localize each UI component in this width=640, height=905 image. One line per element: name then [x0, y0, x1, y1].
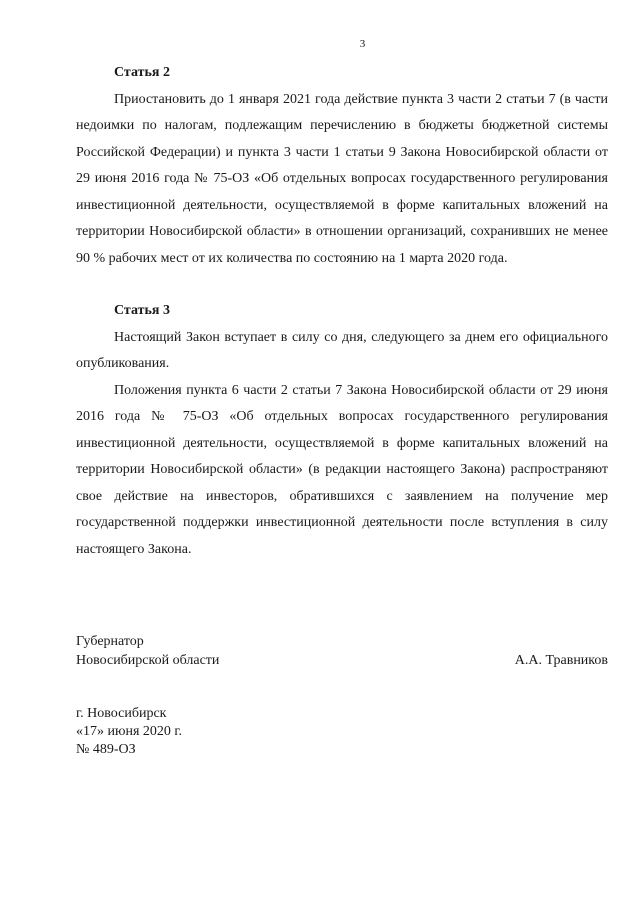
footer-date: «17» июня 2020 г. [76, 724, 183, 739]
article-2-heading: Статья 2 [114, 65, 170, 80]
document-footer [76, 705, 182, 759]
footer-city: г. Новосибирск [76, 706, 167, 721]
footer-law-number: № 489-ОЗ [76, 742, 136, 757]
signature-row [76, 651, 608, 670]
article-2-text: Приостановить до 1 января 2021 года действие пункта 3 части 2 статьи 7 (в части недоимки по налогам, подлежащим перечислению в бюджеты бюджетной системы Российской Федерации) и пункта 3 части 1 статьи 9 Закона Новосибирской области от 29 июня 2016 года № 75-ОЗ «Об отдельных вопросах государственного регулирования инвестиционной деятельности, осуществляемой в форме капитальных вложений на территории Новосибирской области» в отношении организаций, сохранивших не менее 90 % рабочих мест от их количества по состоянию на 1 марта 2020 года. [76, 91, 608, 266]
article-3-paragraph-1: Настоящий Закон вступает в силу со дня, следующего за днем его официального опубликования. [76, 329, 608, 371]
signature-block [76, 632, 608, 670]
signatory-title-line-2: Новосибирской области [76, 653, 220, 668]
signatory-name: А.А. Травников [514, 653, 608, 668]
article-3-heading: Статья 3 [114, 303, 170, 318]
signatory-title-line-1: Губернатор [76, 634, 144, 649]
section-spacer [76, 272, 608, 298]
page-number: 3 [359, 38, 366, 50]
article-3-paragraph-2: Положения пункта 6 части 2 статьи 7 Закона Новосибирской области от 29 июня 2016 года № 75-ОЗ «Об отдельных вопросах государственного регулирования инвестиционной деятельности, осуществляемой в форме капитальных вложений на территории Новосибирской области» (в редакции настоящего Закона) распространяют свое действие на инвесторов, обратившихся с заявлением на получение мер государственной поддержки инвестиционной деятельности после вступления в силу настоящего Закона. [76, 382, 608, 557]
document-body [76, 60, 608, 563]
